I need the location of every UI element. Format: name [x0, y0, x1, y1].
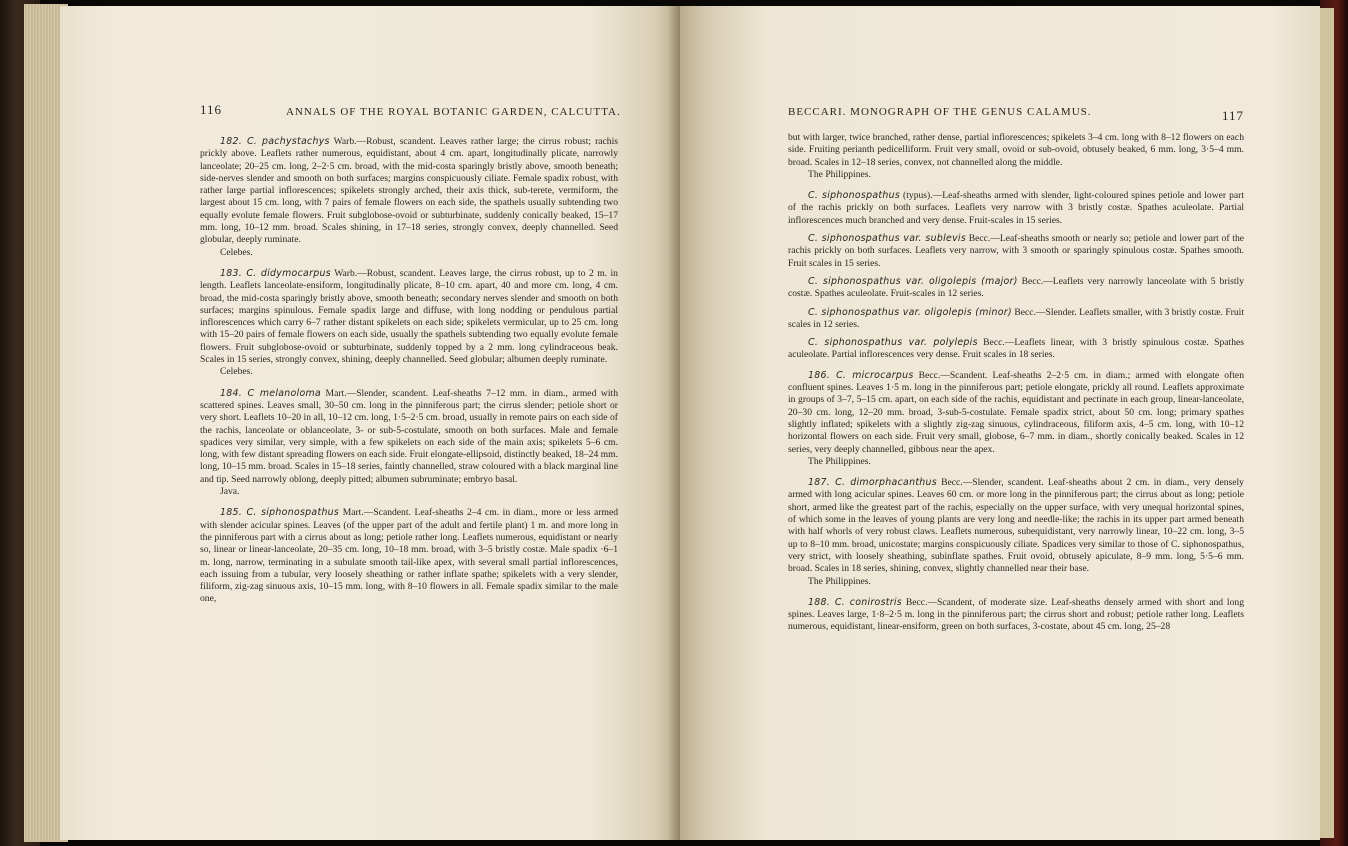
species-description: Warb.—Robust, scandent. Leaves rather large; the cirrus robust; rachis prickly above. Leaflets rather numerous, equidistant, about 4 cm. apart, longitudinally plicate, narrowly lanceolate; 20–25 cm. long, 2–2·5 cm. broad, with the mid-costa sparingly bristly above, smooth beneath; side-nerves slender and smooth on both surfaces; margins conspicuously ciliate. Female spadix robust, with rather large partial inflorescences; spikelets strongly arched, their axis thick, sub-terete, vermiform, the largest about 15 cm. long, with 7 pairs of female flowers on each side, the spathels usually subtending two equally evolute female flowers. Fruit subglobose-ovoid or subturbinate, suddenly conically beaked, 15–17 mm. long, 10–12 mm. broad. Scales shining, in 17–18 series, strongly convex, deeply channelled. Seed globular, deeply ruminate.: [200, 136, 618, 246]
variety-entry: [788, 276, 1244, 301]
species-entry: [200, 136, 618, 259]
variety-entry: [788, 307, 1244, 332]
variety-description: Becc.—Slender. Leaflets smaller, with 3 bristly costæ. Fruit scales in 12 series.: [788, 306, 1245, 330]
variety-heading: C. siphonospathus var. polylepis: [808, 337, 978, 349]
variety-heading: C. siphonospathus var. oligolepis (minor): [808, 306, 1012, 318]
variety-heading: C. siphonospathus var. oligolepis (major): [808, 275, 1018, 287]
species-description: Mart.—Scandent. Leaf-sheaths 2–4 cm. in diam., more or less armed with slender acicular spines. Leaves (of the upper part of the adult and fertile plant) 1 m. and more long in the pinniferous part with a cirrus about as long; petiole rather long. Leaflets numerous, equidistant or nearly so, linear or linear-lanceolate, 20–35 cm. long, 10–18 mm. broad, with 3–5 bristly costæ. Male spadix ·6–1 m. long, narrow, terminating in a subulate smooth tail-like apex, with several small partial inflorescences, each issuing from a tubular, very loosely sheathing or rather inflate spathe; spikelets with a very slender, filiform, zig-zag sinuous axis, 10–15 mm. long, with 8–10 flowers in all. Female spadix similar to the male one,: [200, 507, 619, 605]
species-heading: 187. C. dimorphacanthus: [808, 477, 937, 489]
species-heading: 185. C. siphonospathus: [220, 507, 340, 519]
right-page: [680, 6, 1320, 840]
locality: The Philippines.: [808, 455, 871, 467]
species-heading: 188. C. conirostris: [808, 596, 902, 608]
species-description: Warb.—Robust, scandent. Leaves large, the cirrus robust, up to 2 m. in length. Leaflets lanceolate-ensiform, longitudinally plicate, 8–10 cm. apart, 40 and more cm. long, 4 cm. broad, the mid-costa sparingly bristly above, smooth beneath; secondary nerves slender and smooth on both surfaces; margins spinulous. Female spadix large and diffuse, with long nodding or pendulous partial inflorescences which carry 6–7 rather distant spikelets on each side; spikelets vermicular, up to 25 cm. long with 15–20 pairs of female flowers on each side, usually the spathels subtending two equally evolute female flowers. Fruit subglobose-ovoid or subturbinate, suddenly topped by a 2 mm. long cylindraceous beak. Scales in 15 series, strongly convex, shining, deeply channelled. Seed globular; albumen deeply ruminate.: [200, 267, 618, 366]
right-text-column: [788, 132, 1244, 634]
left-page: [60, 6, 680, 840]
species-description: Becc.—Slender, scandent. Leaf-sheaths about 2 cm. in diam., very densely armed with long acicular spines. Leaves 60 cm. or more long in the pinniferous part; the cirrus about as long; petiole short, armed like the greatest part of the rachis, especially on the upper surface, with very unequal horizontal spines, of which some in the leaves of young plants are very long and needle-like; the rachis in its upper part armed beneath with half whorls of very robust claws. Leaflets numerous, subequidistant, very narrowly linear, 10–22 cm. long, 3–5 up to 8–10 mm. broad, unicostate; margins conspicuously ciliate. Spadices very similar to those of C. siphonospathus, very strict, with loosely sheathing, subinflate spathes. Fruit ovoid, obtusely apiculate, 8–9 mm. long, 5·5–6 mm. broad. Scales in 18 series, shining, convex, slightly channelled near their base.: [788, 477, 1244, 575]
species-entry: [200, 268, 618, 379]
running-head-right: BECCARI. MONOGRAPH OF THE GENUS CALAMUS.: [788, 106, 1092, 118]
species-entry: [788, 597, 1244, 634]
page-number-left: 116: [200, 102, 223, 117]
variety-heading: C. siphonospathus: [808, 190, 901, 202]
variety-entry: [788, 233, 1244, 270]
variety-description: (typus).—Leaf-sheaths armed with slender, light-coloured spines petiole and lower part of the rachis prickly on both surfaces. Leaflets very narrow with 3 bristly costæ. Spathes aculeolate. Partial inflorescences much branched and very dense. Fruit-scales in 15 series.: [788, 190, 1244, 226]
running-head-left: ANNALS OF THE ROYAL BOTANIC GARDEN, CALCUTTA.: [286, 106, 621, 118]
left-text-column: [200, 136, 618, 606]
variety-description: Becc.—Leaf-sheaths smooth or nearly so; petiole and lower part of the rachis prickly on both surfaces. Leaflets very narrow, with 3 smooth or sparingly spinulous costæ. Spathes smooth. Fruit scales in 15 series.: [788, 233, 1244, 269]
species-heading: 184. C melanoloma: [220, 387, 321, 399]
species-heading: 182. C. pachystachys: [220, 136, 330, 147]
species-entry: [200, 507, 618, 605]
locality: Celebes.: [220, 246, 253, 258]
page-number-right: 117: [1221, 108, 1244, 123]
variety-description: Becc.—Leaflets very narrowly lanceolate with 5 bristly costæ. Spathes aculeolate. Fruit-scales in 12 series.: [788, 275, 1244, 300]
variety-description: Becc.—Leaflets linear, with 3 bristly spinulous costæ. Spathes aculeolate. Partial inflorescences very dense. Fruit scales in 18 series.: [788, 337, 1244, 361]
species-entry: [788, 370, 1244, 468]
species-heading: 183. C. didymocarpus: [220, 267, 331, 279]
species-description: Becc.—Scandent. Leaf-sheaths 2–2·5 cm. in diam.; armed with elongate often confluent spines. Leaves 1·5 m. long in the pinniferous part; petiole elongate, prickly all round. Leaflets approximate in groups of 3–7, 5–15 cm. apart, on each side of the rachis, equidistant and pectinate in each group, linear-lanceolate, 20–30 cm. long, 12–20 mm. broad, 3-sub-5-costulate. Female spadix strict, about 50 cm. long; primary spathes slightly inflated; spikelets with a slightly zig-zag sinuous, cylindraceous, filiform axis, 4–5 cm. long, with 10–12 horizontal flowers on each side. Fruit very small, globose, 6–7 mm. in diam., shortly conically beaked. Scales in 12 series, very deeply channelled, gibbous near the apex.: [788, 369, 1244, 455]
locality: Celebes.: [220, 366, 253, 378]
locality: Java.: [220, 486, 240, 498]
species-description: Becc.—Scandent, of moderate size. Leaf-sheaths densely armed with short and long spines. Leaves large, 1·8–2·5 m. long in the pinniferous part; the cirrus short and robust; petiole rather long. Leaflets numerous, equidistant, linear-ensiform, green on both surfaces, 3-costate, about 45 cm. long, 25–28: [788, 596, 1244, 633]
variety-entry: [788, 337, 1244, 362]
species-entry: [788, 477, 1244, 588]
variety-entry: [788, 190, 1244, 227]
variety-heading: C. siphonospathus var. sublevis: [808, 233, 967, 245]
continuation-text: but with larger, twice branched, rather dense, partial inflorescences; spikelets 3–4 cm. long with 8–12 flowers on each side. Fruiting perianth pedicelliform. Fruit very small, ovoid or sub-ovoid, obtusely beaked, 6 mm. long, 3·5–4 mm. broad. Scales in 12–18 series, convex, not channelled along the middle.: [788, 132, 1244, 168]
species-entry: [200, 388, 618, 499]
locality: The Philippines.: [808, 168, 871, 180]
locality: The Philippines.: [808, 575, 871, 587]
species-description: Mart.—Slender, scandent. Leaf-sheaths 7–12 mm. in diam., armed with scattered spines. Leaves small, 30–50 cm. long in the pinniferous part; the cirrus slender; petiole short or very short. Leaflets 10–20 in all, 10–12 cm. long, 1·5–2·5 cm. broad, usually in remote pairs on each side of the rachis, lanceolate or oblanceolate, 3- or sub-5-costulate, smooth on both surfaces. Male and female spadices very similar, very simple, with a few spikelets on each side of the main axis; spikelets 5–6 cm. long, with few distant spreading flowers on each side. Fruit elongate-ellipsoid, distinctly beaked, 18–24 mm. long, 10–15 mm. broad. Scales in 15–18 series, faintly channelled, straw coloured with a black marginal line and tip. Seed narrowly oblong, deeply pitted; albumen subruminate; embryo basal.: [200, 387, 618, 485]
species-heading: 186. C. microcarpus: [808, 369, 914, 381]
